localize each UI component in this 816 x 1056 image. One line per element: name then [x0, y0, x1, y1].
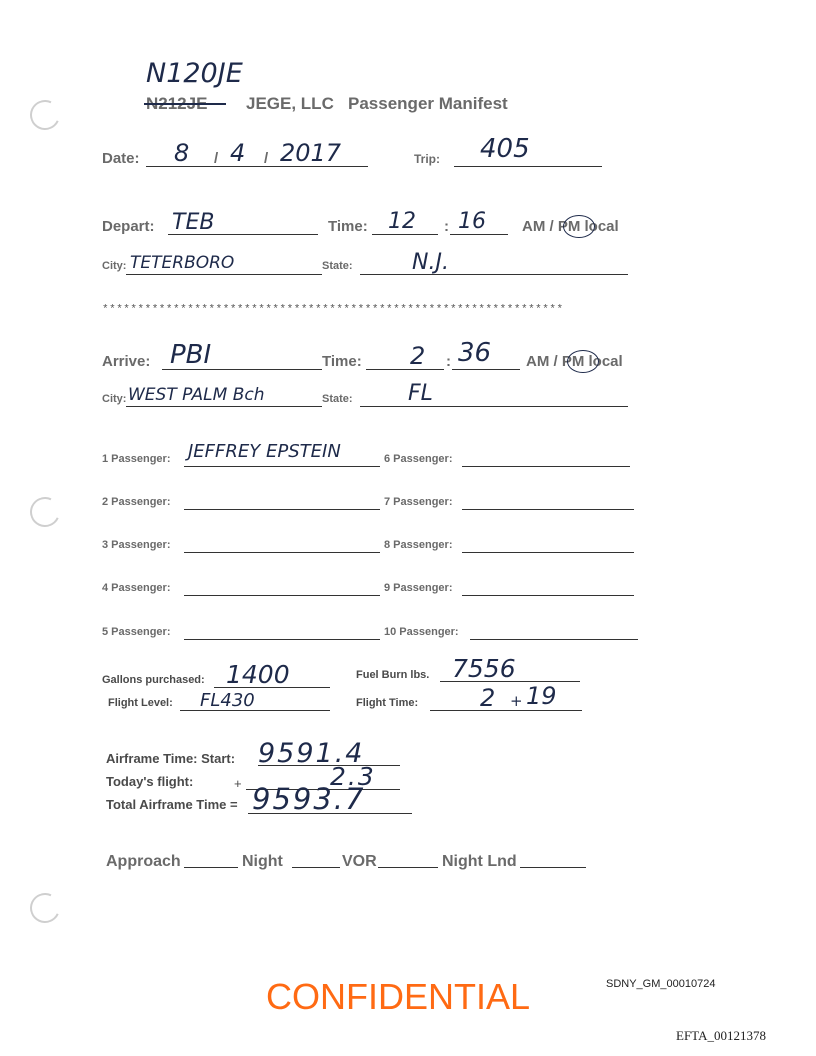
- arrive-time-colon: :: [446, 353, 451, 370]
- night-label: Night: [242, 853, 283, 870]
- arrive-airport: PBI: [170, 340, 212, 370]
- binder-hole-top: [26, 96, 64, 134]
- tail-number-struck: N212JE: [146, 94, 208, 113]
- separator-asterisks: *****************************************************************: [102, 304, 564, 316]
- depart-city: TETERBORO: [130, 253, 235, 273]
- passenger-1-name: JEFFREY EPSTEIN: [188, 441, 341, 462]
- date-label: Date:: [102, 150, 140, 167]
- gallons-purchased-value: 1400: [226, 660, 290, 689]
- passenger-8-label: 8 Passenger:: [384, 539, 453, 551]
- fuel-burn-value: 7556: [452, 654, 516, 683]
- passenger-5-label: 5 Passenger:: [102, 626, 171, 638]
- arrive-minute-underline: [452, 369, 520, 370]
- flight-time-hours: 2: [480, 684, 496, 712]
- date-month: 8: [174, 139, 190, 167]
- fuel-burn-label: Fuel Burn lbs.: [356, 669, 430, 681]
- night-landing-label: Night Lnd: [442, 853, 517, 870]
- flight-time-separator: +: [510, 692, 523, 710]
- depart-pm-circle: [563, 215, 595, 238]
- depart-airport: TEB: [172, 210, 215, 235]
- depart-minute-underline: [450, 234, 508, 235]
- date-day: 4: [230, 139, 246, 167]
- passenger-3-label: 3 Passenger:: [102, 539, 171, 551]
- depart-ampm-local: AM / PM local: [522, 218, 619, 235]
- passenger-4-label: 4 Passenger:: [102, 582, 171, 594]
- passenger-8-underline: [462, 552, 634, 553]
- night-landing-underline: [520, 867, 586, 868]
- depart-time-label: Time:: [328, 218, 368, 235]
- depart-minute: 16: [458, 209, 486, 234]
- airframe-start-value: 9591.4: [258, 738, 365, 769]
- flight-time-minutes: 19: [526, 682, 557, 710]
- tail-number-strikethrough: [144, 103, 226, 105]
- total-airframe-value: 9593.7: [252, 782, 366, 816]
- vor-label: VOR: [342, 853, 377, 870]
- night-underline: [292, 867, 340, 868]
- arrive-city: WEST PALM Bch: [128, 385, 265, 405]
- bates-number: SDNY_GM_00010724: [606, 978, 716, 990]
- passenger-7-label: 7 Passenger:: [384, 496, 453, 508]
- todays-flight-plus: +: [234, 776, 242, 791]
- arrive-ampm-local: AM / PM local: [526, 353, 623, 370]
- efta-number: EFTA_00121378: [676, 1028, 766, 1043]
- confidential-stamp: CONFIDENTIAL: [266, 976, 531, 1017]
- depart-hour-underline: [372, 234, 438, 235]
- arrive-pm-circle: [567, 350, 599, 373]
- passenger-1-label: 1 Passenger:: [102, 453, 171, 465]
- manifest-title: JEGE, LLC Passenger Manifest: [246, 94, 508, 113]
- passenger-10-label: 10 Passenger:: [384, 626, 459, 638]
- vor-underline: [378, 867, 438, 868]
- gallons-purchased-label: Gallons purchased:: [102, 674, 205, 686]
- approach-label: Approach: [106, 853, 181, 870]
- total-airframe-label: Total Airframe Time =: [106, 797, 238, 812]
- passenger-4-underline: [184, 595, 380, 596]
- todays-flight-label: Today's flight:: [106, 774, 194, 789]
- arrive-state: FL: [408, 381, 433, 406]
- flight-level-label: Flight Level:: [108, 697, 173, 709]
- passenger-5-underline: [184, 639, 380, 640]
- passenger-9-underline: [462, 595, 634, 596]
- binder-hole-bottom: [26, 889, 64, 927]
- arrive-city-underline: [126, 406, 322, 407]
- passenger-2-underline: [184, 509, 380, 510]
- passenger-1-underline: [184, 466, 380, 467]
- depart-label: Depart:: [102, 218, 155, 235]
- tail-number-handwritten: N120JE: [146, 58, 243, 89]
- flight-time-underline: [430, 710, 582, 711]
- date-year: 2017: [280, 139, 342, 167]
- binder-hole-middle: [26, 493, 64, 531]
- passenger-6-label: 6 Passenger:: [384, 453, 453, 465]
- flight-level-value: FL430: [200, 690, 255, 711]
- todays-flight-value: 2.3: [330, 762, 376, 791]
- passenger-6-underline: [462, 466, 630, 467]
- date-separator-2: /: [264, 150, 269, 167]
- arrive-time-label: Time:: [322, 353, 362, 370]
- date-separator-1: /: [214, 150, 219, 167]
- depart-city-label: City:: [102, 260, 127, 272]
- arrive-hour: 2: [410, 342, 426, 370]
- passenger-10-underline: [470, 639, 638, 640]
- depart-city-underline: [126, 274, 322, 275]
- depart-time-colon: :: [444, 218, 449, 235]
- depart-state-underline: [360, 274, 628, 275]
- trip-label: Trip:: [414, 152, 440, 166]
- passenger-9-label: 9 Passenger:: [384, 582, 453, 594]
- depart-state: N.J.: [412, 250, 449, 275]
- passenger-3-underline: [184, 552, 380, 553]
- trip-number: 405: [480, 134, 530, 164]
- arrive-state-label: State:: [322, 393, 353, 405]
- arrive-city-label: City:: [102, 393, 127, 405]
- arrive-label: Arrive:: [102, 353, 151, 370]
- passenger-7-underline: [462, 509, 634, 510]
- flight-time-label: Flight Time:: [356, 697, 419, 709]
- arrive-hour-underline: [366, 369, 444, 370]
- arrive-minute: 36: [458, 338, 492, 368]
- arrive-state-underline: [360, 406, 628, 407]
- depart-hour: 12: [388, 209, 416, 234]
- airframe-start-label: Airframe Time: Start:: [106, 751, 236, 766]
- trip-underline: [454, 166, 602, 167]
- passenger-2-label: 2 Passenger:: [102, 496, 171, 508]
- depart-state-label: State:: [322, 260, 353, 272]
- approach-underline: [184, 867, 238, 868]
